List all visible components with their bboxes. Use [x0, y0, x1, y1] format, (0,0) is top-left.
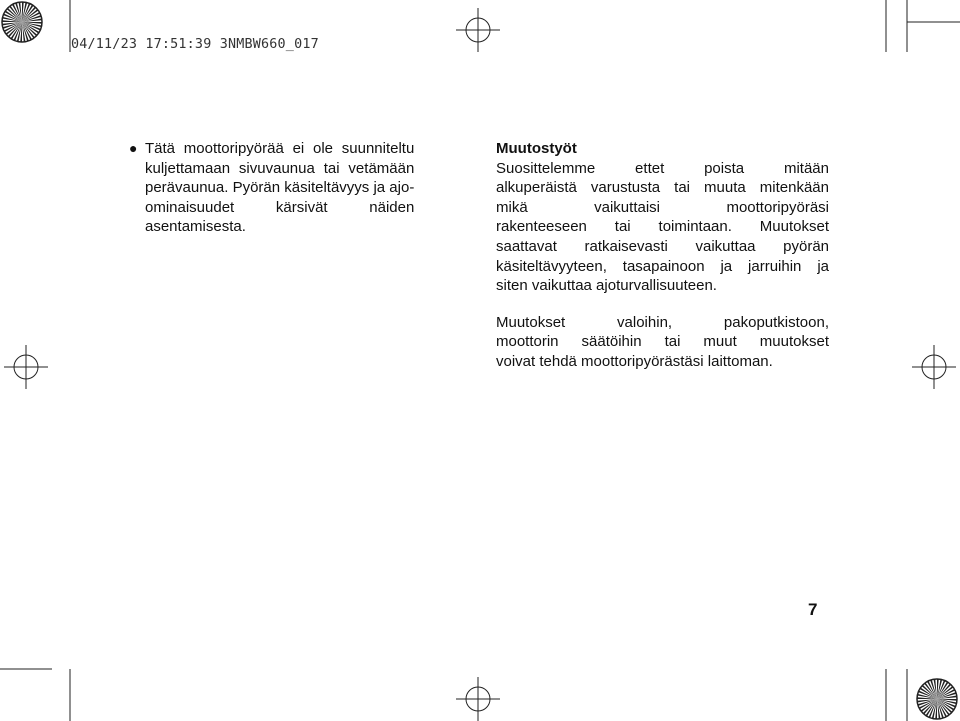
starburst-ray: [937, 699, 957, 701]
vehicle-usage-note: [129, 139, 459, 237]
starburst-ray: [917, 697, 937, 699]
registration-mark: [4, 345, 48, 389]
print-slug: 04/11/23 17:51:39 3NMBW660_017: [71, 37, 319, 52]
starburst-ray: [2, 20, 22, 22]
paragraph-line: Suosittelemme ettet poista mitään: [496, 159, 829, 177]
legality-paragraph: [496, 313, 829, 372]
paragraph-line: saattavat ratkaisevasti vaikuttaa pyörän: [496, 237, 829, 255]
modifications-paragraph: [496, 159, 829, 296]
note-line: perävaunua. Pyörän käsiteltävyys ja ajo-: [145, 179, 415, 197]
registration-mark: [456, 8, 500, 52]
note-line: Tätä moottoripyörää ei ole suunniteltu: [145, 140, 415, 157]
starburst-target: [917, 679, 957, 719]
page-number: 7: [808, 600, 818, 619]
paragraph-line: mikä vaikuttaisi moottoripyöräsi: [496, 198, 829, 216]
section-heading: Muutostyöt: [496, 140, 577, 157]
paragraph-line: rakenteeseen tai toimintaan. Muutokset: [496, 218, 829, 236]
starburst-ray: [22, 2, 24, 22]
starburst-target: [2, 2, 42, 42]
note-line: ominaisuudet kärsivät näiden: [145, 198, 415, 216]
paragraph-line: voivat tehdä moottoripyörästäsi laittoman.: [496, 352, 773, 370]
note-line: asentamisesta.: [145, 218, 246, 236]
starburst-ray: [935, 699, 937, 719]
starburst-ray: [937, 679, 939, 699]
paragraph-line: moottorin säätöihin tai muut muutokset: [496, 333, 829, 351]
bullet-icon: ●: [129, 140, 138, 156]
note-line: kuljettamaan sivuvaunua tai vetämään: [145, 159, 415, 177]
starburst-ray: [22, 22, 42, 24]
paragraph-line: alkuperäistä varustusta tai muuta mitenkään: [496, 179, 829, 197]
modifications-section: [496, 139, 829, 372]
paragraph-line: käsiteltävyyteen, tasapainoon ja jarruihin ja: [496, 257, 829, 275]
paragraph-line: siten vaikuttaa ajoturvallisuuteen.: [496, 277, 717, 295]
registration-mark: [912, 345, 956, 389]
starburst-ray: [20, 22, 22, 42]
paragraph-line: Muutokset valoihin, pakoputkistoon,: [496, 313, 829, 331]
registration-mark: [456, 677, 500, 721]
